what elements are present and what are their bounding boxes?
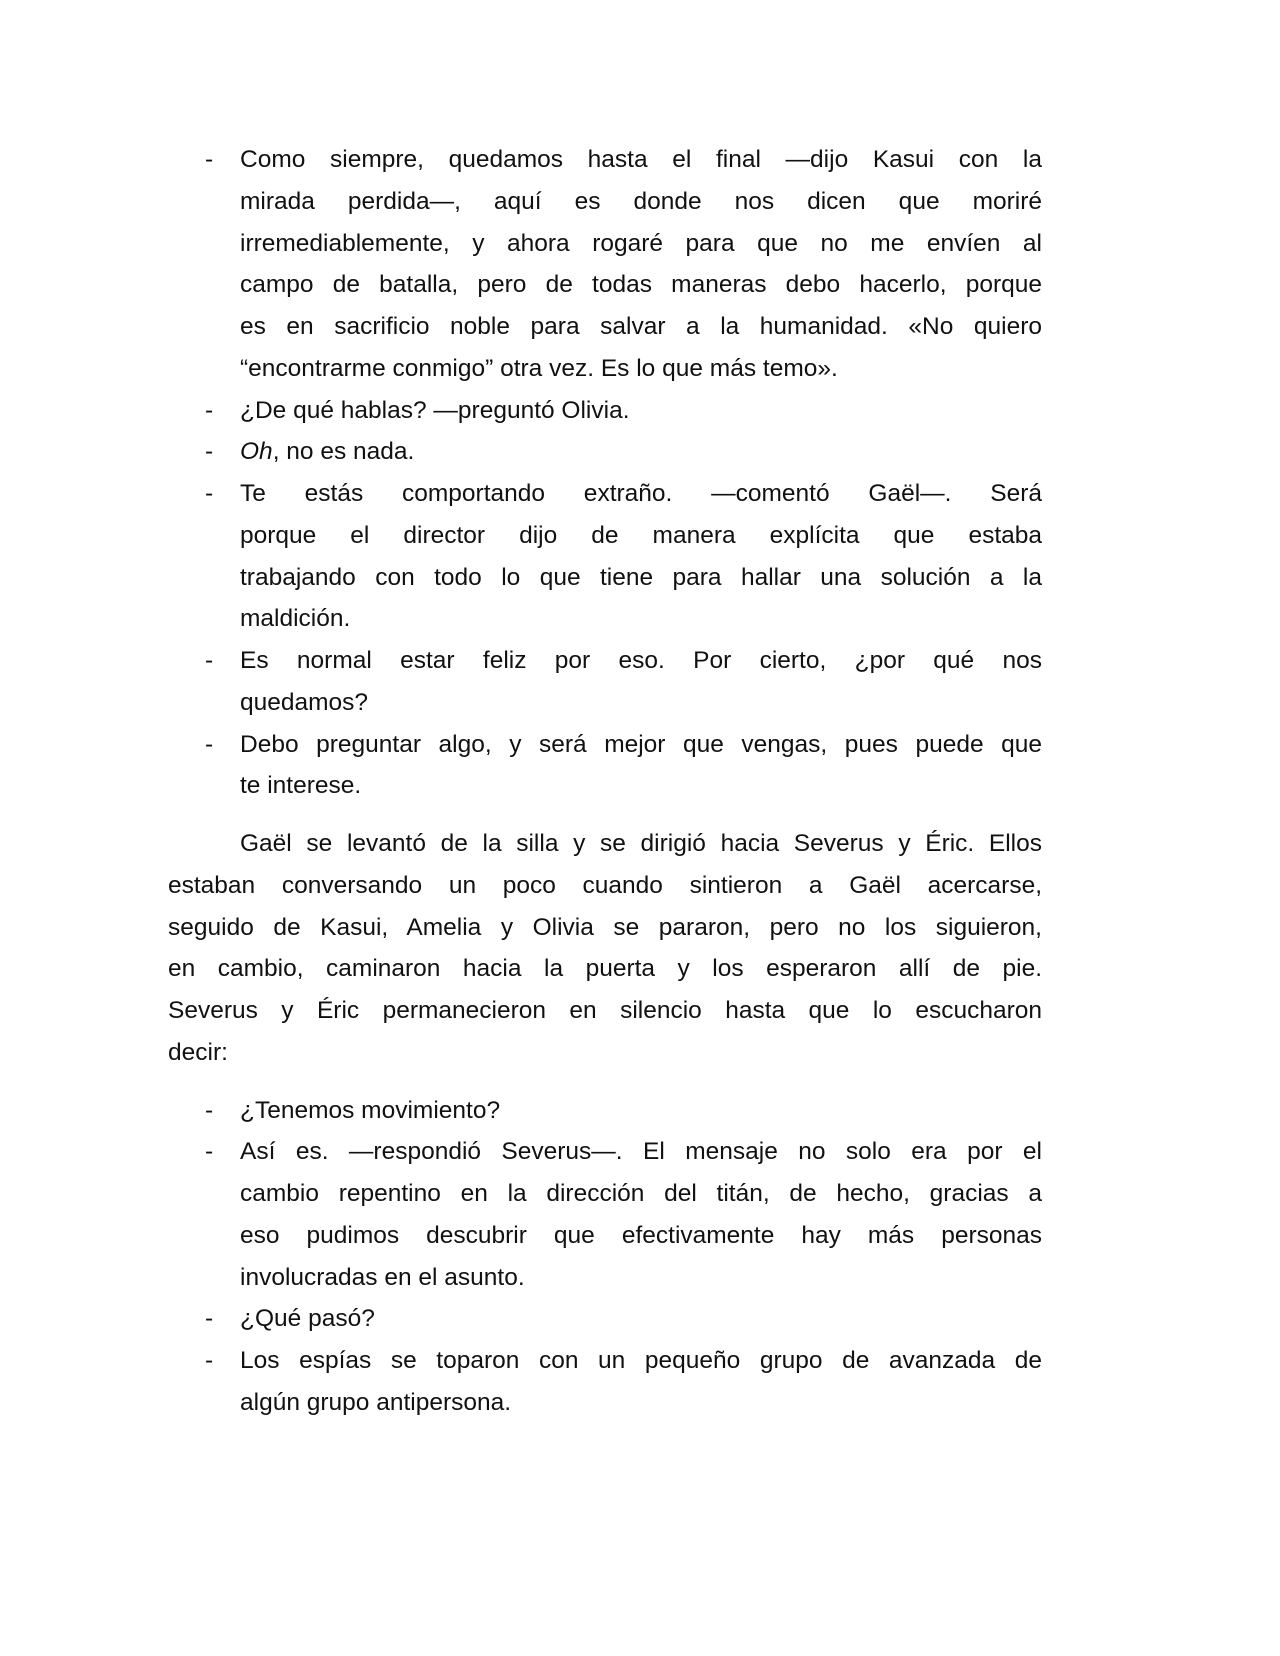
- list-dash: -: [205, 438, 214, 466]
- dialogue-line: irremediablemente, y ahora rogaré para que no me envíen al: [240, 229, 1042, 257]
- dialogue-line: Como siempre, quedamos hasta el final —dijo Kasui con la: [240, 146, 1042, 173]
- dialogue-line: eso pudimos descubrir que efectivamente hay más personas: [240, 1221, 1042, 1249]
- list-dash: -: [205, 480, 214, 507]
- dialogue-line: Oh, no es nada.: [240, 438, 415, 466]
- list-dash: -: [205, 1138, 214, 1166]
- dialogue-line: es en sacrificio noble para salvar a la humanidad. «No quiero: [240, 313, 1042, 340]
- dialogue-line: ¿Qué pasó?: [240, 1305, 375, 1333]
- dialogue-line: cambio repentino en la dirección del titán, de hecho, gracias a: [240, 1180, 1042, 1207]
- list-dash: -: [205, 396, 214, 424]
- dialogue-line: Es normal estar feliz por eso. Por cierto, ¿por qué nos: [240, 647, 1042, 674]
- italic-word: Oh: [240, 438, 273, 466]
- dialogue-line: ¿De qué hablas? —preguntó Olivia.: [240, 396, 630, 424]
- dialogue-line: te interese.: [240, 772, 362, 800]
- paragraph-line: seguido de Kasui, Amelia y Olivia se pararon, pero no los siguieron,: [168, 913, 1042, 941]
- list-dash: -: [205, 647, 214, 674]
- paragraph-line: estaban conversando un poco cuando sintieron a Gaël acercarse,: [168, 871, 1042, 899]
- paragraph-line: Severus y Éric permanecieron en silencio hasta que lo escucharon: [168, 997, 1042, 1024]
- list-dash: -: [205, 1096, 214, 1124]
- dialogue-line: Así es. —respondió Severus—. El mensaje no solo era por el: [240, 1138, 1042, 1166]
- paragraph-line: Gaël se levantó de la silla y se dirigió hacia Severus y Éric. Ellos: [240, 830, 1042, 857]
- dialogue-line: campo de batalla, pero de todas maneras debo hacerlo, porque: [240, 271, 1042, 299]
- list-dash: -: [205, 1347, 214, 1374]
- dialogue-line: algún grupo antipersona.: [240, 1388, 512, 1416]
- dialogue-line: maldición.: [240, 605, 351, 633]
- dialogue-line: mirada perdida—, aquí es donde nos dicen que moriré: [240, 187, 1042, 215]
- list-dash: -: [205, 146, 214, 173]
- dialogue-line: involucradas en el asunto.: [240, 1263, 525, 1291]
- dialogue-line: ¿Tenemos movimiento?: [240, 1096, 501, 1124]
- paragraph-line: decir:: [168, 1038, 228, 1066]
- dialogue-line: Los espías se toparon con un pequeño grupo de avanzada de: [240, 1347, 1042, 1374]
- dialogue-line: “encontrarme conmigo” otra vez. Es lo que más temo».: [240, 354, 838, 382]
- dialogue-line: quedamos?: [240, 688, 369, 716]
- list-dash: -: [205, 730, 214, 758]
- dialogue-line: Te estás comportando extraño. —comentó Gaël—. Será: [240, 480, 1042, 507]
- dialogue-line: trabajando con todo lo que tiene para hallar una solución a la: [240, 563, 1042, 591]
- dialogue-line: Debo preguntar algo, y será mejor que vengas, pues puede que: [240, 730, 1042, 758]
- paragraph-line: en cambio, caminaron hacia la puerta y los esperaron allí de pie.: [168, 955, 1042, 983]
- dialogue-line: porque el director dijo de manera explícita que estaba: [240, 521, 1042, 549]
- list-dash: -: [205, 1305, 214, 1333]
